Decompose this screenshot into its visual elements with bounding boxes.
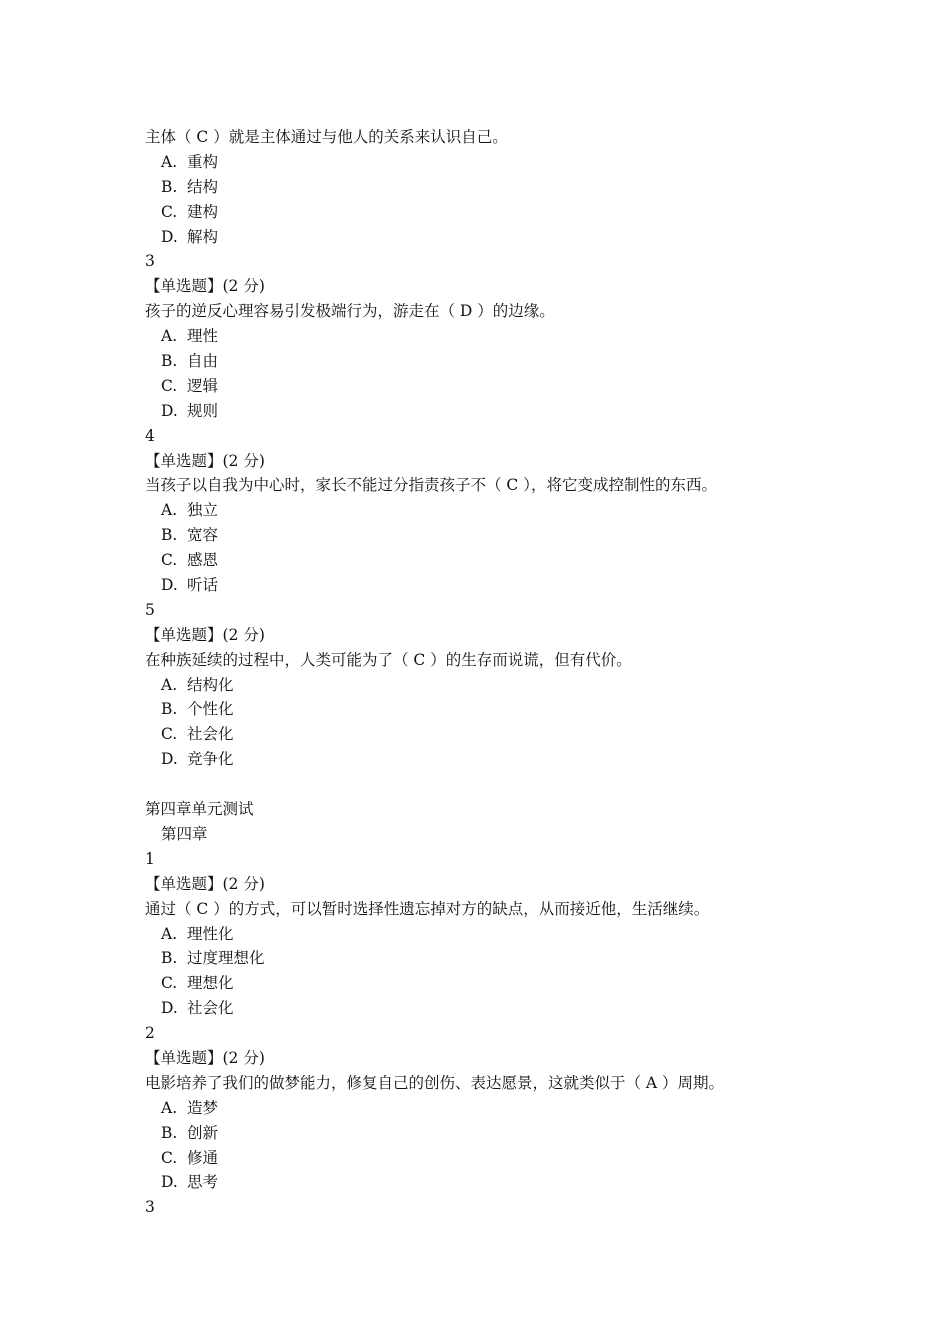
question-number: 3 <box>145 252 155 271</box>
option-letter: D. <box>161 227 178 246</box>
option-text: 逻辑 <box>187 376 219 395</box>
option-d <box>145 1170 905 1195</box>
option-text: 感恩 <box>187 551 219 570</box>
option-letter: C. <box>161 202 178 221</box>
option-letter: D. <box>161 1173 178 1192</box>
option-a <box>145 673 905 698</box>
option-letter: B. <box>161 352 178 371</box>
option-d <box>145 996 905 1021</box>
option-b <box>145 697 905 722</box>
option-text: 规则 <box>187 401 219 420</box>
question-stem: 在种族延续的过程中，人类可能为了（ C ）的生存而说谎，但有代价。 <box>145 650 632 669</box>
option-c <box>145 971 905 996</box>
option-text: 自由 <box>187 352 219 371</box>
option-text: 理性化 <box>187 924 234 943</box>
option-c <box>145 1146 905 1171</box>
option-letter: A. <box>161 501 178 520</box>
option-c <box>145 374 905 399</box>
option-b <box>145 175 905 200</box>
option-c <box>145 200 905 225</box>
question-stem: 电影培养了我们的做梦能力，修复自己的创伤、表达愿景，这就类似于（ A ）周期。 <box>145 1073 725 1092</box>
question-number: 3 <box>145 1198 155 1217</box>
option-letter: B. <box>161 177 178 196</box>
question-number: 2 <box>145 1024 155 1043</box>
option-letter: D. <box>161 999 178 1018</box>
question-type-tag: 【单选题】(2 分) <box>145 625 265 644</box>
option-b <box>145 1121 905 1146</box>
option-d <box>145 225 905 250</box>
option-text: 创新 <box>187 1123 219 1142</box>
option-letter: C. <box>161 1148 178 1167</box>
question-stem: 当孩子以自我为中心时，家长不能过分指责孩子不（ C ），将它变成控制性的东西。 <box>145 476 717 495</box>
option-letter: A. <box>161 924 178 943</box>
option-d <box>145 573 905 598</box>
option-text: 结构化 <box>187 675 234 694</box>
option-c <box>145 548 905 573</box>
option-letter: B. <box>161 1123 178 1142</box>
option-a <box>145 922 905 947</box>
option-text: 造梦 <box>187 1098 219 1117</box>
blank-line <box>145 772 905 797</box>
option-text: 理想化 <box>187 974 234 993</box>
document-page <box>145 125 905 1220</box>
option-letter: B. <box>161 526 178 545</box>
section-subtitle: 第四章 <box>161 824 208 843</box>
question-type-tag: 【单选题】(2 分) <box>145 277 265 296</box>
option-text: 过度理想化 <box>187 949 265 968</box>
question-type-tag: 【单选题】(2 分) <box>145 451 265 470</box>
option-letter: D. <box>161 401 178 420</box>
option-letter: A. <box>161 152 178 171</box>
question-stem: 孩子的逆反心理容易引发极端行为，游走在（ D ）的边缘。 <box>145 302 555 321</box>
option-c <box>145 722 905 747</box>
option-text: 独立 <box>187 501 219 520</box>
option-text: 建构 <box>187 202 219 221</box>
option-letter: C. <box>161 376 178 395</box>
option-text: 宽容 <box>187 526 219 545</box>
option-text: 竞争化 <box>187 750 234 769</box>
option-letter: D. <box>161 576 178 595</box>
option-letter: A. <box>161 1098 178 1117</box>
question-type-tag: 【单选题】(2 分) <box>145 1048 265 1067</box>
option-d <box>145 747 905 772</box>
option-b <box>145 349 905 374</box>
option-text: 解构 <box>187 227 219 246</box>
option-letter: B. <box>161 949 178 968</box>
option-a <box>145 150 905 175</box>
option-letter: A. <box>161 675 178 694</box>
option-letter: C. <box>161 974 178 993</box>
question-stem: 主体（ C ）就是主体通过与他人的关系来认识自己。 <box>145 128 508 146</box>
option-letter: B. <box>161 700 178 719</box>
question-number: 4 <box>145 426 155 445</box>
option-letter: C. <box>161 725 178 744</box>
option-letter: A. <box>161 327 178 346</box>
option-a <box>145 498 905 523</box>
question-type-tag: 【单选题】(2 分) <box>145 874 265 893</box>
option-text: 结构 <box>187 177 219 196</box>
question-number: 1 <box>145 849 155 868</box>
option-text: 社会化 <box>187 999 234 1018</box>
option-text: 修通 <box>187 1148 219 1167</box>
option-text: 思考 <box>187 1173 219 1192</box>
option-b <box>145 946 905 971</box>
option-b <box>145 523 905 548</box>
option-d <box>145 399 905 424</box>
question-number: 5 <box>145 600 155 619</box>
option-text: 重构 <box>187 152 219 171</box>
option-letter: D. <box>161 750 178 769</box>
option-text: 理性 <box>187 327 219 346</box>
option-text: 听话 <box>187 576 219 595</box>
option-letter: C. <box>161 551 178 570</box>
section-title: 第四章单元测试 <box>145 800 254 819</box>
option-text: 个性化 <box>187 700 234 719</box>
option-text: 社会化 <box>187 725 234 744</box>
question-stem: 通过（ C ）的方式，可以暂时选择性遗忘掉对方的缺点，从而接近他，生活继续。 <box>145 899 710 918</box>
option-a <box>145 324 905 349</box>
option-a <box>145 1096 905 1121</box>
